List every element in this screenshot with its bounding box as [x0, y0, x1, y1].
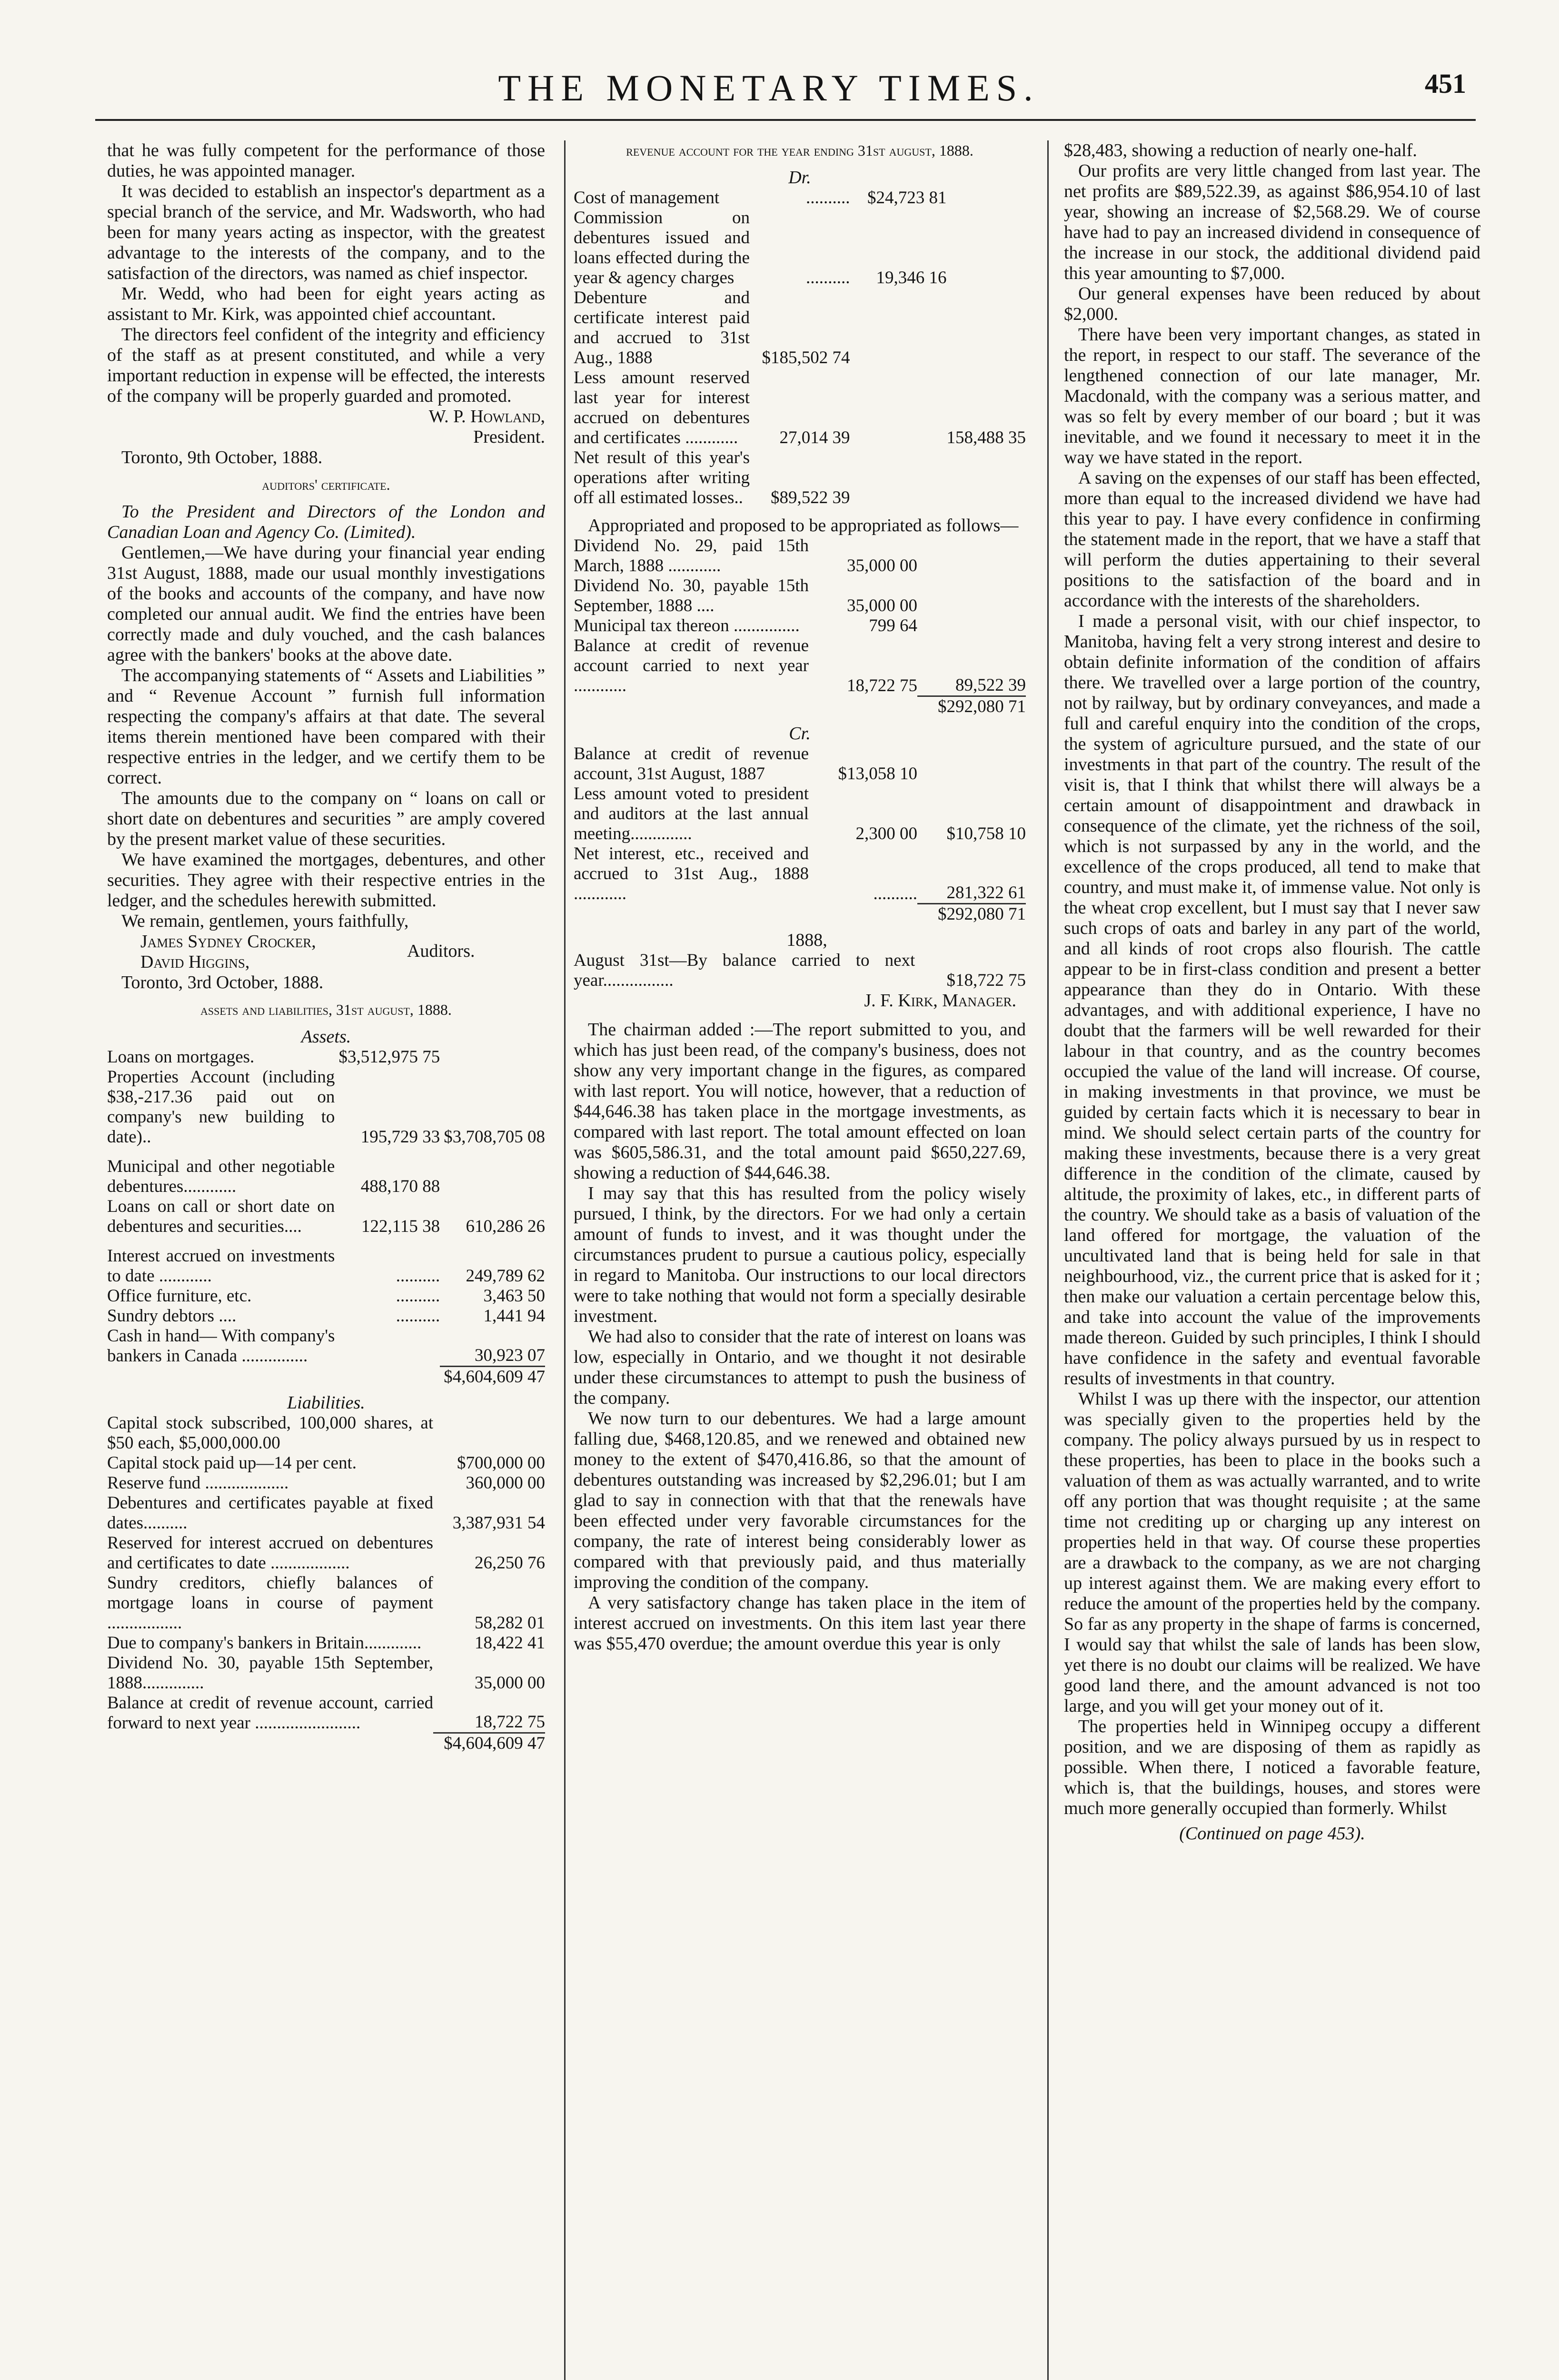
assets-total: $4,604,609 47 [440, 1366, 545, 1387]
row-value: $3,512,975 75 [338, 1047, 440, 1067]
column-1 [107, 140, 545, 2380]
row-label: Office furniture, etc. [107, 1286, 252, 1306]
debit-label: Dr. [788, 168, 811, 188]
row-value: 19,346 16 [876, 268, 947, 288]
revenue-credit-table [574, 744, 1026, 925]
table-row [574, 616, 1026, 636]
row-label: Debenture and certificate interest paid and accrued to 31st Aug., 1888 [574, 288, 750, 367]
revenue-debit-table [574, 188, 1026, 508]
table-row [107, 1326, 545, 1366]
table-row [107, 1286, 545, 1306]
table-row [574, 904, 1026, 925]
paragraph: The directors feel confident of the integrity and efficiency of the staff as at present constituted, and while a very important reduction in expense will be effected, the interests of the company will be properly guarded and promoted. [107, 325, 545, 406]
row-label: August 31st—By balance carried to next year................ [574, 951, 915, 990]
row-value: .......... [805, 188, 850, 208]
paragraph: A very satisfactory change has taken place in the item of interest accrued on investments. On this item last year there was $55,470 overdue; the amount overdue this year is only [574, 1593, 1026, 1654]
publication-title: THE MONETARY TIMES. [498, 67, 1040, 109]
row-label: Balance at credit of revenue account, carried forward to next year ........................ [107, 1693, 434, 1733]
row-label: Dividend No. 30, payable 15th September, 1888 .... [574, 576, 809, 615]
paragraph: We now turn to our debentures. We had a large amount falling due, $468,120.85, and we renewed and obtained new money to the extent of $470,416.86, so that the amount of debentures outstanding was increased by $2,296.01; but I am glad to say in connection with that that the renewals have been effected under very favorable circumstances for the company, the rate of interest being considerably lower as compared with that previously paid, and thus materially improving the condition of the company. [574, 1408, 1026, 1592]
page-number: 451 [1425, 68, 1466, 99]
table-row [574, 696, 1026, 717]
row-label: Cash in hand— With company's bankers in Canada ............... [107, 1326, 335, 1366]
paragraph: The chairman added :—The report submitted to you, and which has just been read, of the company's business, does not show any very important change in the figures, as compared with last report. You will notice, however, that a reduction of $44,646.38 has taken place in the mortgage investments, as compared with last report. The total amount effected on loan was $605,586.31, and the total amount paid $650,227.69, showing a reduction of $44,646.38. [574, 1020, 1026, 1183]
table-row [574, 744, 1026, 784]
row-total [433, 1413, 545, 1453]
auditor-signatures [140, 932, 545, 972]
column-3 [1064, 140, 1480, 2380]
row-value: 35,000 00 [847, 556, 917, 575]
table-row [574, 536, 1026, 576]
paragraph: Our general expenses have been reduced by about $2,000. [1064, 284, 1480, 324]
paragraph: Appropriated and proposed to be appropriated as follows— [588, 516, 1019, 536]
auditors-label: Auditors. [407, 941, 475, 961]
table-row [107, 1047, 545, 1067]
signed-by: J. F. Kirk, Manager. [864, 991, 1016, 1011]
paragraph: Gentlemen,—We have during your financial year ending 31st August, 1888, made our usual monthly investigations of the books and accounts of the company, and have now completed our annual audit. We find the entries have been correctly made and duly vouched, and the cash balances agree with the bankers' books at the above date. [107, 543, 545, 665]
row-label: Less amount voted to president and auditors at the last annual meeting.............. [574, 783, 809, 843]
row-total: 18,722 75 [475, 1712, 545, 1732]
paragraph: Mr. Wedd, who had been for eight years acting as assistant to Mr. Kirk, was appointed chief accountant. [107, 284, 545, 324]
table-row [574, 208, 1026, 288]
row-value: .......... [873, 883, 917, 903]
table-row [107, 1453, 545, 1473]
table-row [107, 1733, 545, 1754]
row-value [850, 448, 946, 508]
row-total: 89,522 39 [955, 675, 1026, 695]
row-value: $24,723 81 [867, 188, 947, 208]
row-label: Debentures and certificates payable at fixed dates.......... [107, 1493, 434, 1533]
row-total: $10,758 10 [946, 823, 1026, 843]
table-row [107, 1306, 545, 1326]
credit-label: Cr. [789, 723, 811, 744]
auditor-name: James Sydney Crocker, [140, 932, 316, 952]
paragraph: I made a personal visit, with our chief inspector, to Manitoba, having felt a very strong interest and desire to obtain definite information of the condition of affairs there. We travelled over a large portion of the country, not by railway, but by ordinary conveyances, and made a full and careful enquiry into the condition of the crops, the system of agriculture pursued, and the state of our investments in that part of the country. The result of the visit is, that I think that whilst there will always be a certain amount of disappointment and drawback in consequence of the climate, yet the richness of the soil, which is not surpassed by any in the world, and the excellence of the crops produced, all tend to make that country, and must make it, of immense value. Not only is the wheat crop excellent, but I must say that I never saw such crops of oats and barley in any part of the world, and all kinds of root crops also flourish. The cattle appear to be in first-class condition and present a better appearance than they do in Ontario. With these advantages, and with additional experience, I have no doubt that the farmers will be well rewarded for their labour in that country, and as the country becomes occupied the value of the land will increase. Of course, in making investments in that province, we must be guided by certain facts which it is necessary to bear in mind. We should select certain parts of the country for making these investments, because there is a very great difference in the condition of the climate, caused by altitude, the proximity of lakes, etc., in different parts of the country. We should take as a basis of valuation of the land offered for mortgage, the valuation of the uncultivated land that is being held for sale in that neighbourhood, viz., the current price that is asked for it ; then make our valuation a certain percentage below this, and take into account the value of the improvements made thereon. Guided by such principles, I think I should have confidence in the safety and eventual favorable results of investments in that country. [1064, 611, 1480, 1388]
row-total: 3,463 50 [483, 1286, 545, 1306]
row-total: 30,923 07 [475, 1345, 545, 1365]
paragraph: that he was fully competent for the performance of those duties, he was appointed manager. [107, 140, 545, 181]
signature-title: President. [473, 427, 545, 447]
row-label: Dividend No. 30, payable 15th September, 1888.............. [107, 1653, 434, 1693]
row-value: $13,058 10 [838, 764, 917, 783]
row-label: Reserved for interest accrued on debentures and certificates to date .................. [107, 1533, 434, 1573]
row-value: $89,522 39 [770, 488, 850, 507]
continued-note: (Continued on page 453). [1179, 1824, 1365, 1844]
row-label: Due to company's bankers in Britain............. [107, 1633, 422, 1653]
row-label: Less amount reserved last year for interest accrued on debentures and certificates ............ [574, 368, 750, 447]
row-total: 281,322 61 [946, 883, 1026, 902]
row-value: .......... [805, 268, 850, 288]
row-value [335, 1326, 440, 1366]
row-label: Loans on call or short date on debentures and securities.... [107, 1197, 335, 1236]
section-heading: assets and liabilities, 31st august, 1888. [200, 1001, 452, 1018]
table-row [107, 1157, 545, 1197]
paragraph: The accompanying statements of “ Assets and Liabilities ” and “ Revenue Account ” furnish full information respecting the company's affairs at that date. The several items therein mentioned have been compared with their respective entries in the ledger, and we certify them to be correct. [107, 665, 545, 788]
paragraph: We remain, gentlemen, yours faithfully, [121, 911, 409, 931]
paragraph: There have been very important changes, as stated in the report, in respect to our staff. The severance of the lengthened connection of our late manager, Mr. Macdonald, with the company was a serious matter, and was so felt by every member of our board ; but it was inevitable, and we found it necessary to meet it in the way we have stated in the report. [1064, 325, 1480, 467]
row-total [917, 576, 1026, 616]
row-label: Municipal and other negotiable debentures............ [107, 1157, 335, 1196]
row-label: Reserve fund ................... [107, 1473, 289, 1493]
column-2 [574, 140, 1026, 2380]
paragraph: The properties held in Winnipeg occupy a different position, and we are disposing of them as rapidly as possible. When there, I noticed a favorable feature, which is, that the buildings, houses, and stores were much more generally occupied than formerly. Whilst [1064, 1716, 1480, 1818]
table-row [574, 576, 1026, 616]
row-total: 35,000 00 [475, 1673, 545, 1693]
row-label: Loans on mortgages. [107, 1047, 255, 1067]
row-label: Interest accrued on investments to date ............ [107, 1246, 335, 1286]
table-row [574, 844, 1026, 904]
row-total: 3,387,931 54 [452, 1513, 545, 1533]
table-row [107, 1533, 545, 1573]
row-value: .......... [396, 1266, 440, 1286]
signature-name: W. P. Howland, [428, 407, 545, 426]
row-value: 2,300 00 [855, 823, 917, 843]
date-line: Toronto, 3rd October, 1888. [121, 972, 324, 992]
row-value [850, 288, 946, 368]
row-value: 799 64 [869, 616, 917, 635]
table-row [107, 1633, 545, 1653]
row-label: Properties Account (including $38,-217.36 paid out on company's new building to date).. [107, 1067, 335, 1147]
row-label: Municipal tax thereon ............... [574, 616, 800, 635]
liabilities-label: Liabilities. [287, 1392, 365, 1413]
row-label: Capital stock paid up—14 per cent. [107, 1453, 357, 1473]
row-value: 18,722 75 [847, 676, 917, 695]
table-row [574, 784, 1026, 844]
row-total: $3,708,705 08 [444, 1127, 545, 1147]
row-value: 488,170 88 [360, 1177, 440, 1196]
paragraph: $28,483, showing a reduction of nearly one-half. [1064, 140, 1417, 160]
row-total [917, 536, 1026, 576]
column-divider-1 [564, 140, 566, 2380]
paragraph: I may say that this has resulted from the policy wisely pursued, I think, by the directors. For we had only a certain amount of funds to invest, and it was thought under the circumstances prudent to pursue a cautious policy, especially in regard to Manitoba. Our instructions to our local directors were to take nothing that would not form a specially desirable investment. [574, 1183, 1026, 1326]
row-total: 58,282 01 [475, 1613, 545, 1633]
assets-label: Assets. [301, 1027, 351, 1047]
row-label: Commission on debentures issued and loans effected during the year & agency charges [574, 208, 750, 288]
masthead [71, 62, 1466, 114]
appropriation-table [574, 536, 1026, 717]
table-row [574, 636, 1026, 696]
addressee: To the President and Directors of the London and Canadian Loan and Agency Co. (Limited). [107, 502, 545, 542]
table-row [107, 1067, 545, 1147]
table-row [574, 951, 1026, 991]
row-label: Cost of management [574, 188, 720, 208]
row-label: Balance at credit of revenue account carried to next year ............ [574, 636, 809, 695]
row-total: 26,250 76 [475, 1553, 545, 1573]
row-label: Net result of this year's operations after writing off all estimated losses.. [574, 448, 750, 507]
row-value [850, 368, 946, 448]
table-row [107, 1413, 545, 1453]
row-value: 35,000 00 [847, 596, 917, 615]
row-value: $185,502 74 [762, 348, 850, 367]
row-total: 18,422 41 [475, 1633, 545, 1653]
row-value: .......... [396, 1306, 440, 1326]
section-heading: auditors' certificate. [262, 476, 390, 493]
row-label: Sundry debtors .... [107, 1306, 237, 1326]
row-total: 158,488 35 [946, 428, 1026, 447]
row-label: Dividend No. 29, paid 15th March, 1888 ............ [574, 536, 809, 575]
section-heading: revenue account for the year ending 31st august, 1888. [626, 142, 973, 159]
paragraph: It was decided to establish an inspector's department as a special branch of the service, and Mr. Wadsworth, who had been for many years acting as inspector, with the greatest advantage to the interests of the company, and to the satisfaction of the directors, was named as chief inspector. [107, 181, 545, 283]
table-row [107, 1197, 545, 1237]
paragraph: A saving on the expenses of our staff has been effected, more than equal to the increased dividend we have had this year to pay. I have every confidence in confirming the statement made in the report, that we have a staff that will perform the duties appertaining to their several positions to the satisfaction of the board and in accordance with the interests of the shareholders. [1064, 468, 1480, 611]
row-total [917, 616, 1026, 636]
row-label: Balance at credit of revenue account, 31st August, 1887 [574, 744, 809, 783]
row-total: 249,789 62 [466, 1266, 545, 1286]
table-row [574, 288, 1026, 368]
auditor-name: David Higgins, [140, 952, 250, 972]
row-value: .......... [396, 1286, 440, 1306]
row-total [946, 188, 1026, 208]
table-row [107, 1473, 545, 1493]
row-total [946, 288, 1026, 368]
row-total: 610,286 26 [466, 1217, 545, 1236]
table-row [574, 368, 1026, 448]
row-total: $18,722 75 [946, 971, 1026, 990]
paragraph: The amounts due to the company on “ loans on call or short date on debentures and securities ” are amply covered by the present market value of these securities. [107, 788, 545, 849]
credit-total: $292,080 71 [917, 904, 1026, 925]
row-label: Sundry creditors, chiefly balances of mortgage loans in course of payment ................. [107, 1573, 434, 1633]
masthead-rule [95, 119, 1476, 121]
paragraph: We had also to consider that the rate of interest on loans was low, especially in Ontario, and we thought it not desirable under these circumstances to attempt to push the business of the company. [574, 1327, 1026, 1408]
row-value: 122,115 38 [361, 1217, 440, 1236]
row-label: Net interest, etc., received and accrued to 31st Aug., 1888 ............ [574, 843, 809, 903]
assets-table [107, 1047, 545, 1387]
row-total: 1,441 94 [483, 1306, 545, 1326]
row-total [946, 448, 1026, 508]
row-total [440, 1157, 545, 1197]
table-row [107, 1693, 545, 1733]
row-total: $700,000 00 [457, 1453, 545, 1473]
row-total [440, 1047, 545, 1067]
row-total: 360,000 00 [466, 1473, 545, 1493]
liabilities-table [107, 1413, 545, 1754]
row-value: 195,729 33 [360, 1127, 440, 1147]
table-row [107, 1246, 545, 1286]
debit-total: $292,080 71 [917, 696, 1026, 717]
column-divider-2 [1047, 140, 1049, 2380]
row-total [946, 208, 1026, 288]
paragraph: Whilst I was up there with the inspector, our attention was specially given to the properties held by the company. The policy always pursued by us in respect to these properties, has been to place in the books such a valuation of them as was actually warranted, and to write off any portion that was thought requisite ; at the same time not crediting up or charging up any interest on properties held in that way. Of course these properties are a drawback to the company, as we are not charging up interest against them. We are making every effort to reduce the amount of the properties held by the company. So far as any property in the shape of farms is concerned, I would say that whilst the sale of lands has been slow, yet there is no doubt our claims will be realized. We have good land there, and the amount advanced is not too large, and you will get your money out of it. [1064, 1389, 1480, 1716]
liabilities-total: $4,604,609 47 [433, 1733, 545, 1754]
row-value: 27,014 39 [779, 428, 850, 447]
table-row [107, 1573, 545, 1633]
table-row [574, 448, 1026, 508]
paragraph: We have examined the mortgages, debentures, and other securities. They agree with their respective entries in the ledger, and the schedules herewith submitted. [107, 850, 545, 911]
table-row [107, 1653, 545, 1693]
table-row [107, 1493, 545, 1533]
paragraph: Our profits are very little changed from last year. The net profits are $89,522.39, as against $86,954.10 of last year, showing an increase of $2,568.29. We of course have had to pay an increased dividend in consequence of the increase in our stock, the additional dividend paid this year amounting to $7,000. [1064, 161, 1480, 283]
table-row [107, 1366, 545, 1387]
date-line: Toronto, 9th October, 1888. [121, 447, 323, 467]
balance-year: 1888, [786, 930, 827, 950]
balance-table [574, 951, 1026, 991]
row-label: Capital stock subscribed, 100,000 shares, at $50 each, $5,000,000.00 [107, 1413, 434, 1453]
row-total [917, 744, 1026, 784]
table-row [574, 188, 1026, 208]
